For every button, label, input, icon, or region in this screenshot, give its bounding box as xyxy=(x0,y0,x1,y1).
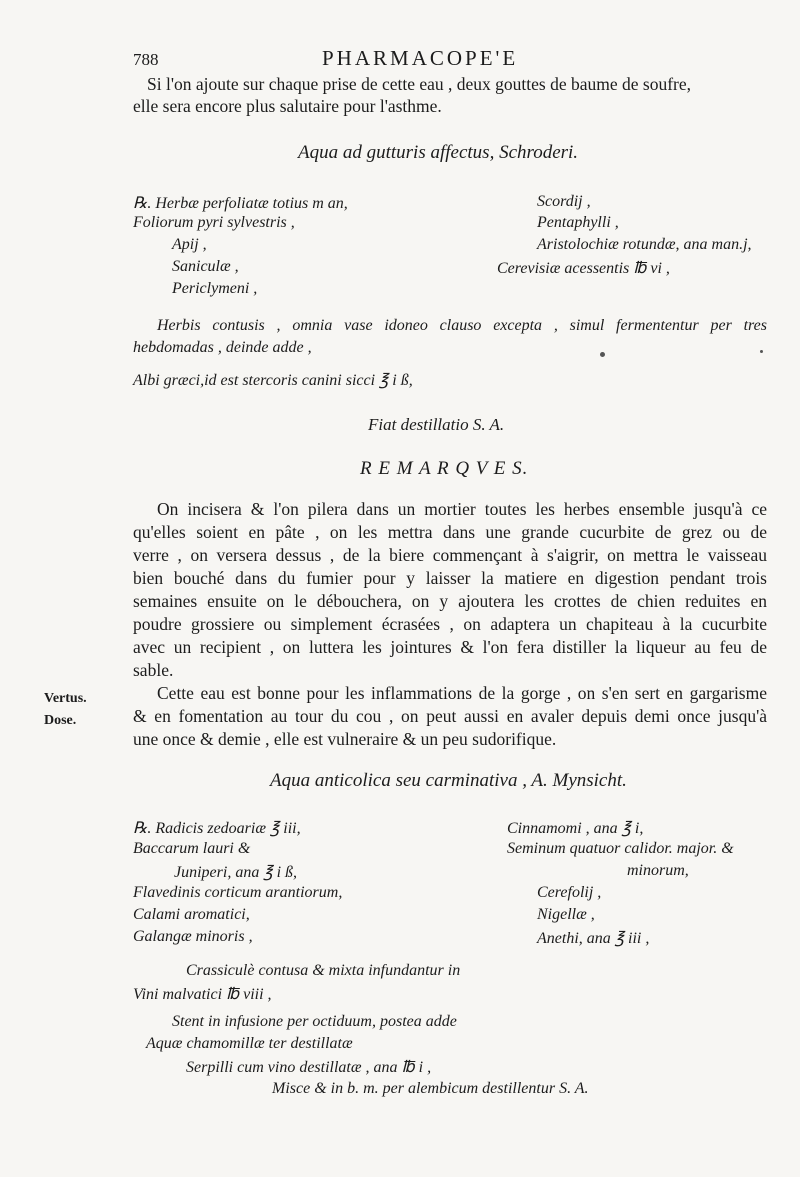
ingredient: Flavedinis corticum arantiorum, xyxy=(133,884,343,901)
ingredient: Juniperi, ana ℥ i ß, xyxy=(174,864,298,881)
ingredient: Anethi, ana ℥ iii , xyxy=(537,930,650,947)
remarques-heading: R E M A R Q V E S. xyxy=(360,458,529,479)
fiat-line: Fiat destillatio S. A. xyxy=(368,415,505,434)
paragraph-line: semaines ensuite on le débouchera, on y ajoutera les crottes de chien reduites en xyxy=(133,591,767,611)
paragraph-line: & en fomentation au tour du cou , on peut aussi en avaler depuis demi once jusqu'à xyxy=(133,706,767,726)
ingredient: Scordij , xyxy=(537,193,591,210)
instruction-line: Herbis contusis , omnia vase idoneo clauso excepta , simul fermententur per tres xyxy=(157,317,767,334)
paragraph-line: qu'elles soient en pâte , on les mettra dans une grande cucurbite de grez ou de xyxy=(133,522,767,542)
ingredient: Apij , xyxy=(172,236,207,253)
paragraph-line: poudre grossiere ou simplement écrasées , on adaptera un chapiteau à la cucurbite xyxy=(133,614,767,634)
ingredient: Nigellæ , xyxy=(537,906,595,923)
ingredient: Baccarum lauri & xyxy=(133,840,251,857)
paragraph-line: avec un recipient , on luttera les jointures & l'on fera distiller la liqueur au feu de xyxy=(133,637,767,657)
ingredient: Galangæ minoris , xyxy=(133,928,253,945)
ingredient: Cinnamomi , ana ℥ i, xyxy=(507,820,644,837)
instruction-line: Vini malvatici ℔ viii , xyxy=(133,986,272,1003)
ingredient: Pentaphylli , xyxy=(537,214,619,231)
instruction-line: Crassiculè contusa & mixta infundantur in xyxy=(186,962,461,979)
paragraph-line: Cette eau est bonne pour les inflammations de la gorge , on s'en sert en gargarisme xyxy=(157,683,767,703)
ingredient: Cerevisiæ acessentis ℔ vi , xyxy=(497,260,670,277)
ingredient: ℞. Herbæ perfoliatæ totius m an, xyxy=(133,195,348,212)
margin-note-vertus: Vertus. xyxy=(44,691,87,706)
recipe-title: Aqua ad gutturis affectus, Schroderi. xyxy=(298,142,579,163)
instruction-line: hebdomadas , deinde adde , xyxy=(133,339,312,356)
paragraph-line: bien bouché dans du fumier pour y laisser la matiere en digestion pendant trois xyxy=(133,568,767,588)
paragraph-line: sable. xyxy=(133,660,174,680)
paragraph-line: verre , on versera dessus , de la biere commençant à s'aigrir, on mettra le vaisseau xyxy=(133,545,767,565)
intro-line: elle sera encore plus salutaire pour l'asthme. xyxy=(133,96,442,116)
instruction-line: Aquæ chamomillæ ter destillatæ xyxy=(146,1035,353,1052)
margin-note-dose: Dose. xyxy=(44,713,77,728)
additional-ingredient: Albi græci,id est stercoris canini sicci ℥ i ß, xyxy=(133,372,413,389)
ingredient: Calami aromatici, xyxy=(133,906,250,923)
instruction-line: Stent in infusione per octiduum, postea adde xyxy=(172,1013,457,1030)
paragraph-line: On incisera & l'on pilera dans un mortier toutes les herbes ensemble jusqu'à ce xyxy=(157,499,767,519)
ingredient: Seminum quatuor calidor. major. & xyxy=(507,840,734,857)
ink-speck xyxy=(760,350,763,353)
ingredient: Saniculæ , xyxy=(172,258,239,275)
ingredient: Foliorum pyri sylvestris , xyxy=(133,214,295,231)
ingredient: ℞. Radicis zedoariæ ℥ iii, xyxy=(133,820,301,837)
ingredient: Aristolochiæ rotundæ, ana man.j, xyxy=(537,236,752,253)
page-number: 788 xyxy=(133,50,159,69)
closing-line: Misce & in b. m. per alembicum destillentur S. A. xyxy=(272,1080,589,1097)
ingredient: Periclymeni , xyxy=(172,280,258,297)
instruction-line: Serpilli cum vino destillatæ , ana ℔ i , xyxy=(186,1059,432,1076)
running-title: PHARMACOPE'E xyxy=(322,46,519,70)
paragraph-line: une once & demie , elle est vulneraire & un peu sudorifique. xyxy=(133,729,557,749)
ink-speck xyxy=(600,352,605,357)
intro-line: Si l'on ajoute sur chaque prise de cette eau , deux gouttes de baume de soufre, xyxy=(147,74,692,94)
ingredient: minorum, xyxy=(627,862,689,879)
recipe-title: Aqua anticolica seu carminativa , A. Mynsicht. xyxy=(270,770,627,791)
ingredient: Cerefolij , xyxy=(537,884,602,901)
